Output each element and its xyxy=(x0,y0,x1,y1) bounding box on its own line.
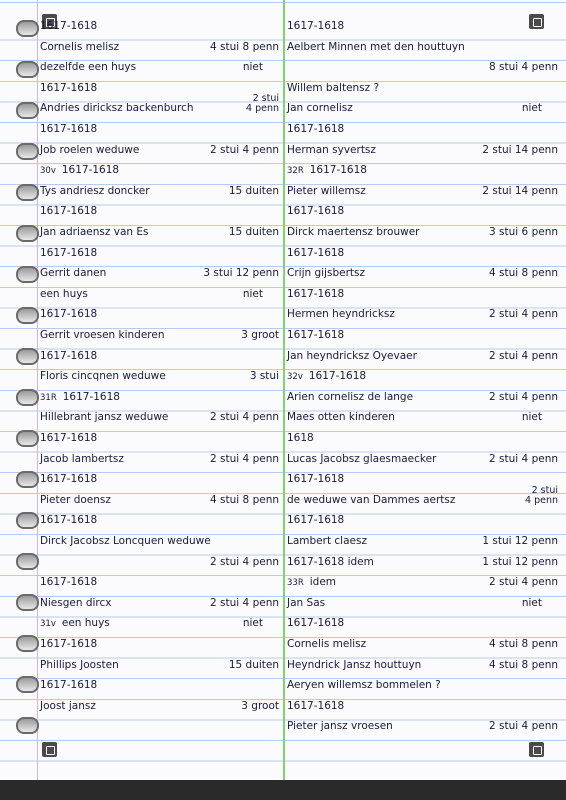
ledger-line xyxy=(287,14,562,34)
ledger-line xyxy=(40,323,283,343)
entry-label: 1617-1618 xyxy=(40,679,98,692)
binding-ring xyxy=(16,61,39,78)
ledger-line xyxy=(40,344,283,364)
entry-label: Jacob lambertsz xyxy=(40,452,124,465)
ledger-line xyxy=(287,508,562,528)
entry-amount: 3 stui 12 penn xyxy=(203,267,279,280)
entry-text xyxy=(40,267,106,279)
ledger-line xyxy=(287,714,562,734)
folio-tag: 32v xyxy=(287,372,303,383)
entry-label: Job roelen weduwe xyxy=(40,143,140,156)
entry-label: Tys andriesz doncker xyxy=(40,184,150,197)
entry-label: een huys xyxy=(40,287,88,300)
ledger-line xyxy=(40,570,283,590)
entry-note: niet xyxy=(242,617,263,630)
entry-text xyxy=(287,720,393,732)
entry-text xyxy=(40,226,148,238)
entry-label: 1617-1618 xyxy=(40,576,98,589)
entry-text xyxy=(40,164,119,176)
entry-text xyxy=(287,700,344,712)
ledger-line xyxy=(40,35,283,55)
folio-tag: 31R xyxy=(40,392,57,403)
ledger-line xyxy=(40,76,283,96)
binding-ring xyxy=(16,184,39,201)
binding-ring xyxy=(16,553,39,570)
entry-amount: 15 duiten xyxy=(228,184,279,197)
entry-amount: 4 stui 8 penn xyxy=(489,658,558,671)
entry-text xyxy=(287,556,374,568)
entry-amount: 2 stui 4 penn xyxy=(210,411,279,424)
entry-text xyxy=(287,473,344,485)
entry-text xyxy=(287,20,344,32)
entry-text xyxy=(40,411,168,423)
entry-amount: 2 stui 4 penn xyxy=(210,596,279,609)
entry-amount-part: 4 penn xyxy=(525,494,558,506)
corner-mark-bottom-left xyxy=(42,742,57,757)
entry-amount: 2 stui 4 penn xyxy=(489,349,558,362)
column-divider-line xyxy=(283,0,285,780)
corner-mark-bottom-right xyxy=(529,742,544,757)
entry-label: dezelfde een huys xyxy=(40,61,137,74)
entry-amount: 8 stui 4 penn xyxy=(489,61,558,74)
ledger-line xyxy=(40,138,283,158)
entry-text xyxy=(40,432,97,444)
ledger-line xyxy=(287,158,562,178)
ledger-line xyxy=(287,241,562,261)
entry-text xyxy=(40,659,119,671)
ledger-line xyxy=(40,550,283,570)
entry-label: Cornelis melisz xyxy=(40,40,120,53)
entry-text xyxy=(287,432,314,444)
entry-amount: 3 stui xyxy=(249,370,279,383)
entry-label: idem xyxy=(309,576,337,589)
ledger-line xyxy=(287,344,562,364)
entry-text xyxy=(287,185,366,197)
entry-text xyxy=(287,535,367,547)
entry-text xyxy=(287,494,455,506)
binding-ring xyxy=(16,348,39,365)
entry-text xyxy=(40,61,136,73)
entry-label: Pieter jansz vroesen xyxy=(287,720,393,733)
entry-label: 1617-1618 xyxy=(287,123,345,135)
entry-label: Niesgen dircx xyxy=(40,596,112,609)
entry-label: 1617-1618 xyxy=(287,617,345,630)
ledger-line xyxy=(40,385,283,405)
entry-amount: 2 stui 4 penn xyxy=(489,308,558,321)
entry-amount: 2 stui 4 penn xyxy=(210,452,279,465)
entry-label: 1617-1618 xyxy=(61,164,120,177)
entry-label: Andries diricksz backenburch xyxy=(40,102,194,115)
entry-text xyxy=(287,267,365,279)
entry-label: Cornelis melisz xyxy=(287,638,367,650)
entry-text xyxy=(40,617,110,629)
ledger-line xyxy=(287,550,562,570)
folio-tag: 30v xyxy=(40,166,56,177)
ledger-line xyxy=(287,653,562,673)
entry-amount-part: 2 stui xyxy=(531,484,558,496)
ledger-line xyxy=(287,179,562,199)
ledger-line xyxy=(40,673,283,693)
binding-ring xyxy=(16,471,39,488)
ledger-line xyxy=(287,426,562,446)
entry-text xyxy=(40,494,111,506)
entry-text xyxy=(287,350,417,362)
entry-text xyxy=(40,185,150,197)
ledger-line xyxy=(287,570,562,590)
ledger-line xyxy=(287,76,562,96)
ledger-line xyxy=(40,158,283,178)
entry-text xyxy=(40,123,97,135)
ledger-line xyxy=(40,508,283,528)
entry-label: Dirck maertensz brouwer xyxy=(287,226,420,238)
binding-ring xyxy=(16,717,39,734)
entry-label: Aeryen willemsz bommelen ? xyxy=(287,679,441,692)
entry-label: Jan adriaensz van Es xyxy=(40,226,149,238)
entry-label: 1617-1618 xyxy=(40,308,98,321)
entry-label: een huys xyxy=(61,617,110,630)
ledger-line xyxy=(287,447,562,467)
ledger-line xyxy=(40,261,283,281)
ledger-line xyxy=(287,591,562,611)
entry-label: 1617-1618 xyxy=(287,514,345,527)
entry-label: Joost jansz xyxy=(40,699,96,712)
entry-label: 1617-1618 xyxy=(40,349,98,362)
ledger-line xyxy=(40,117,283,137)
binding-ring xyxy=(16,102,39,119)
binding-ring xyxy=(16,143,39,160)
entry-label: 1617-1618 xyxy=(287,473,345,486)
entry-text xyxy=(287,247,344,259)
ledger-line xyxy=(287,632,562,652)
entry-label: 1617-1618 xyxy=(40,20,98,32)
binding-ring xyxy=(16,389,39,406)
entry-text xyxy=(287,123,344,135)
entry-text xyxy=(40,700,96,712)
ledger-line xyxy=(287,385,562,405)
ledger-line xyxy=(287,199,562,219)
entry-note: niet xyxy=(521,102,542,115)
ledger-line xyxy=(287,138,562,158)
entry-label: Arien cornelisz de lange xyxy=(287,390,414,403)
ledger-line xyxy=(40,653,283,673)
entry-label: Hermen heyndricksz xyxy=(287,308,395,321)
entry-label: 1617-1618 xyxy=(40,638,98,650)
entry-label: 1617-1618 xyxy=(287,205,345,218)
entry-text xyxy=(40,679,97,691)
entry-label: Herman syvertsz xyxy=(287,143,376,156)
entry-label: 1617-1618 xyxy=(40,432,98,444)
ledger-line xyxy=(40,220,283,240)
entry-label: Willem baltensz ? xyxy=(287,81,380,94)
ledger-line xyxy=(287,323,562,343)
binding-ring xyxy=(16,594,39,611)
entry-text xyxy=(40,391,120,403)
entry-text xyxy=(287,226,419,238)
entry-note: niet xyxy=(242,61,263,74)
entry-amount-part: 2 stui xyxy=(252,93,279,105)
entry-text xyxy=(40,350,97,362)
entry-text xyxy=(40,288,88,300)
entry-label: Crijn gijsbertsz xyxy=(287,267,365,280)
entry-amount: 2 stui 4 penn xyxy=(210,555,279,568)
entry-text xyxy=(40,329,165,341)
entry-amount: 2 stui 4 penn xyxy=(489,390,558,403)
entry-label: 1617-1618 xyxy=(287,287,345,300)
entry-text xyxy=(40,247,97,259)
entry-note: niet xyxy=(521,596,542,609)
entry-label: 1617-1618 xyxy=(287,20,345,32)
entry-text xyxy=(40,597,111,609)
entry-amount: 2 stui 14 penn xyxy=(482,143,558,156)
entry-text xyxy=(287,638,366,650)
binding-ring xyxy=(16,430,39,447)
ledger-line xyxy=(287,611,562,631)
ledger-line xyxy=(40,179,283,199)
entry-text xyxy=(287,329,344,341)
entry-text xyxy=(40,514,97,526)
entry-label: Heyndrick Jansz houttuyn xyxy=(287,658,422,671)
ledger-line xyxy=(40,529,283,549)
binding-ring xyxy=(16,20,39,37)
ledger-line xyxy=(40,694,283,714)
entry-label: 1617-1618 xyxy=(287,329,345,341)
ledger-line xyxy=(40,426,283,446)
entry-amount: 1 stui 12 penn xyxy=(482,535,558,547)
entry-label: 1617-1618 idem xyxy=(287,555,374,568)
entry-label: 1617-1618 xyxy=(40,205,98,218)
entry-label: Jan heyndricksz Oyevaer xyxy=(287,349,417,362)
entry-label: 1617-1618 xyxy=(40,123,98,135)
entry-label: Maes otten kinderen xyxy=(287,411,395,424)
ledger-line xyxy=(287,55,562,75)
ledger-line xyxy=(287,694,562,714)
entry-amount: 4 stui 8 penn xyxy=(489,638,558,650)
ledger-line xyxy=(40,591,283,611)
entry-label: Dirck Jacobsz Loncquen weduwe xyxy=(40,535,211,547)
entry-amount: 2 stui 4 penn xyxy=(210,143,279,156)
ledger-line xyxy=(287,529,562,549)
ledger-line xyxy=(40,364,283,384)
entry-text xyxy=(40,453,124,465)
entry-label: Floris cincqnen weduwe xyxy=(40,370,166,383)
entry-text xyxy=(40,535,211,547)
entry-label: 1617-1618 xyxy=(287,699,345,712)
entry-text xyxy=(40,473,97,485)
entry-text xyxy=(287,597,325,609)
entry-text xyxy=(40,370,166,382)
entry-label: 1617-1618 xyxy=(309,164,367,177)
entry-amount: 2 stui 4 penn xyxy=(489,576,558,589)
entry-amount: 2 stui 4 penn xyxy=(489,452,558,465)
entry-text xyxy=(40,20,97,32)
entry-text xyxy=(287,288,344,300)
entry-note: niet xyxy=(242,287,263,300)
entry-amount: 3 groot xyxy=(241,699,279,712)
entry-label: 1617-1618 xyxy=(40,514,98,527)
ledger-line xyxy=(287,302,562,322)
entry-text xyxy=(287,102,353,114)
page-bottom-edge xyxy=(0,780,566,800)
binding-ring xyxy=(16,225,39,242)
entry-label: Lucas Jacobsz glaesmaecker xyxy=(287,452,437,465)
entry-label: 1618 xyxy=(287,432,314,444)
entry-text xyxy=(40,308,97,320)
entry-label: Pieter willemsz xyxy=(287,184,366,197)
entry-label: 1617-1618 xyxy=(40,246,98,259)
entry-amount: 4 stui 8 penn xyxy=(210,40,279,53)
folio-tag: 32R xyxy=(287,166,304,177)
entry-amount: 3 stui 6 penn xyxy=(489,226,558,238)
entry-text xyxy=(287,205,344,217)
ledger-line xyxy=(40,93,283,116)
binding-ring xyxy=(16,635,39,652)
ledger-line xyxy=(287,484,562,508)
entry-amount: 2 stui 14 penn xyxy=(482,184,558,197)
entry-label: Hillebrant jansz weduwe xyxy=(40,411,169,424)
entry-text xyxy=(287,659,421,671)
entry-text xyxy=(287,164,367,176)
entry-label: Pieter doensz xyxy=(40,493,111,506)
entry-label: Phillips Joosten xyxy=(40,658,119,671)
entry-amount: 4 stui 8 penn xyxy=(489,267,558,280)
ledger-line xyxy=(287,117,562,137)
entry-text xyxy=(287,617,344,629)
entry-label: de weduwe van Dammes aertsz xyxy=(287,493,456,506)
entry-text xyxy=(40,638,97,650)
entry-text xyxy=(287,144,376,156)
ledger-line xyxy=(287,220,562,240)
entry-text xyxy=(40,102,194,114)
entry-text xyxy=(40,205,97,217)
ledger-line xyxy=(287,282,562,302)
entry-amount-part: 4 penn xyxy=(246,103,279,115)
ledger-line xyxy=(40,447,283,467)
ledger-line xyxy=(287,96,562,116)
binding-ring xyxy=(16,512,39,529)
entry-text xyxy=(287,391,413,403)
entry-amount: 15 duiten xyxy=(228,658,279,671)
entry-text xyxy=(287,411,395,423)
entry-label: Gerrit vroesen kinderen xyxy=(40,329,165,341)
entry-note: niet xyxy=(521,411,542,424)
binding-ring xyxy=(16,307,39,324)
entry-text xyxy=(40,144,139,156)
ledger-line xyxy=(40,611,283,631)
entry-amount-stacked xyxy=(525,486,558,506)
margin-line xyxy=(37,0,38,780)
entry-text xyxy=(40,576,97,588)
entry-text xyxy=(287,576,336,588)
ledger-line xyxy=(40,14,283,34)
entry-text xyxy=(287,453,436,465)
ledger-line xyxy=(40,199,283,219)
ledger-line xyxy=(40,282,283,302)
ledger-line xyxy=(287,467,562,487)
ledger-line xyxy=(40,55,283,75)
entry-label: 1617-1618 xyxy=(287,246,345,259)
binding-ring xyxy=(16,266,39,283)
entry-text xyxy=(287,514,344,526)
ledger-line xyxy=(287,405,562,425)
entry-label: Lambert claesz xyxy=(287,535,367,547)
ledger-line xyxy=(40,405,283,425)
entry-label: 1617-1618 xyxy=(62,390,120,403)
entry-text xyxy=(287,679,441,691)
folio-tag: 33R xyxy=(287,578,304,589)
entry-amount: 15 duiten xyxy=(228,226,279,238)
entry-text xyxy=(287,308,395,320)
ledger-line xyxy=(287,35,562,55)
entry-label: 1617-1618 xyxy=(40,81,98,94)
entry-text xyxy=(40,41,119,53)
entry-text xyxy=(287,370,366,382)
entry-amount: 4 stui 8 penn xyxy=(210,493,279,506)
ledger-line xyxy=(40,488,283,508)
ledger-line xyxy=(40,632,283,652)
entry-label: Jan Sas xyxy=(287,596,326,609)
binding-ring xyxy=(16,676,39,693)
folio-tag: 31v xyxy=(40,619,56,630)
entry-label: Jan cornelisz xyxy=(287,102,353,115)
entry-label: Aelbert Minnen met den houttuyn xyxy=(287,40,465,53)
entry-text xyxy=(287,41,465,53)
entry-amount: 2 stui 4 penn xyxy=(489,720,558,733)
ledger-line xyxy=(40,467,283,487)
ledger-line xyxy=(287,364,562,384)
entry-amount-stacked xyxy=(246,94,279,114)
entry-text xyxy=(40,82,97,94)
entry-label: Gerrit danen xyxy=(40,267,107,280)
ledger-line xyxy=(287,673,562,693)
ledger-line xyxy=(40,241,283,261)
entry-amount: 1 stui 12 penn xyxy=(482,555,558,568)
ledger-line xyxy=(40,302,283,322)
entry-text xyxy=(287,82,379,94)
ledger-line xyxy=(287,261,562,281)
entry-amount: 3 groot xyxy=(241,329,279,341)
entry-label: 1617-1618 xyxy=(40,473,98,486)
entry-label: 1617-1618 xyxy=(308,370,367,383)
